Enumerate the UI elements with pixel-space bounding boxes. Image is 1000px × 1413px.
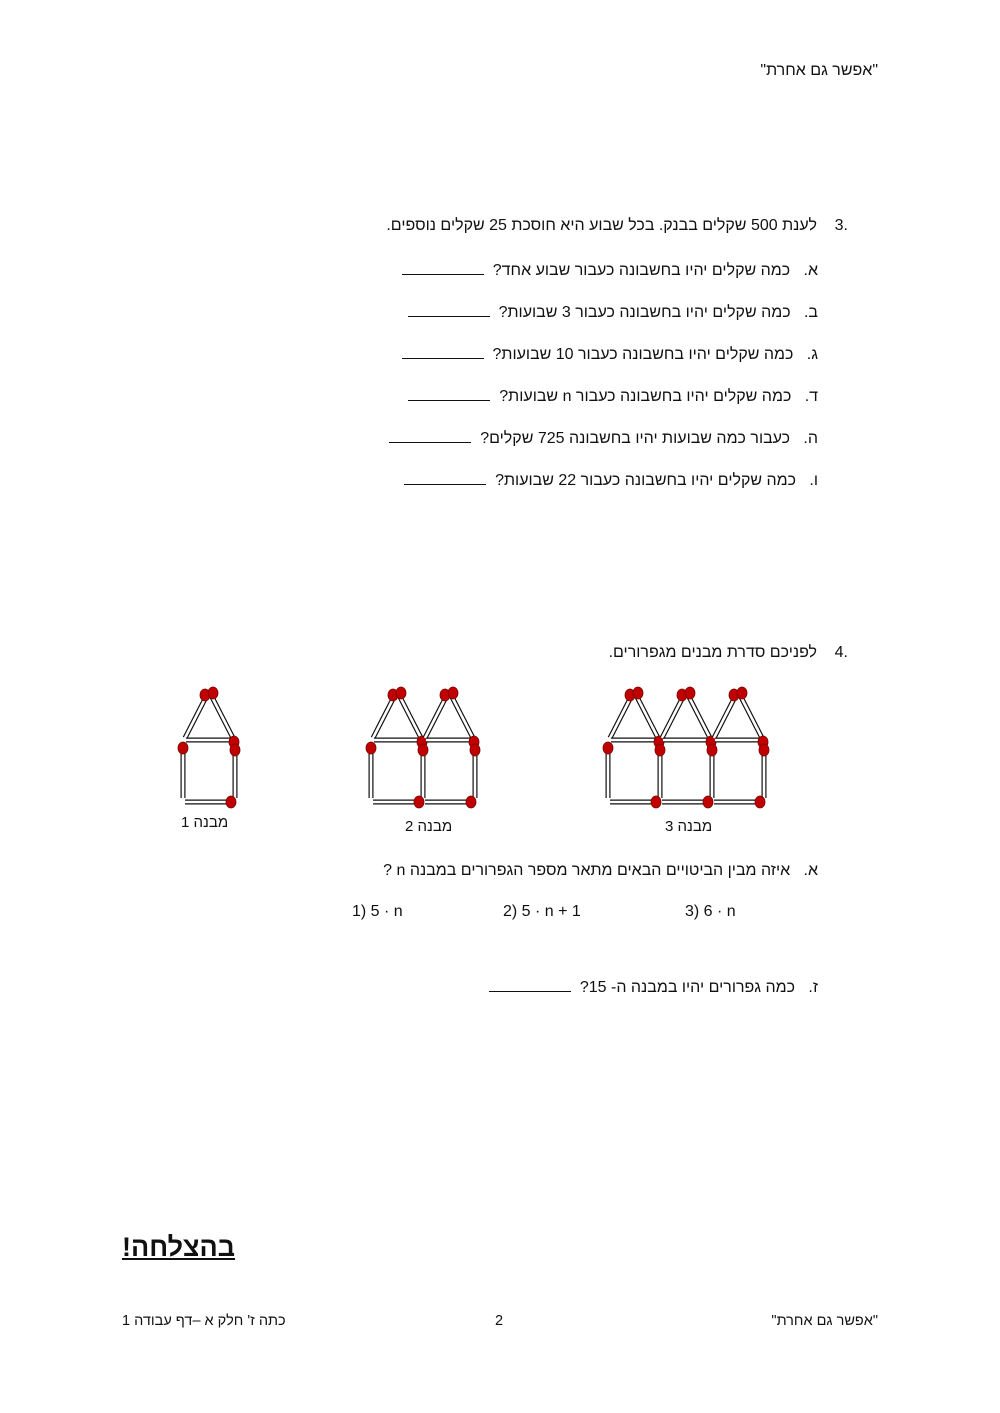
- match-head: [707, 744, 717, 756]
- match-head: [755, 796, 765, 808]
- answer-blank[interactable]: [489, 977, 571, 992]
- match-head: [685, 687, 695, 699]
- match-head: [633, 687, 643, 699]
- item-text: כמה שקלים יהיו בחשבונה כעבור n שבועות?: [499, 388, 792, 405]
- matchstick-body: [610, 695, 632, 738]
- item-letter: ג.: [806, 346, 818, 363]
- q3-item-c: [402, 344, 818, 364]
- matchstick-body: [211, 695, 233, 738]
- item-letter: ו.: [809, 472, 818, 489]
- footer-right: "אפשר גם אחרת": [771, 1313, 878, 1329]
- q3-item-a: [402, 260, 818, 280]
- structure-caption-2: מבנה 2: [405, 818, 453, 835]
- match-structure-1: [175, 685, 245, 810]
- match-head: [651, 796, 661, 808]
- match-structure-3: [600, 685, 780, 810]
- structure-caption-1: מבנה 1: [181, 814, 229, 831]
- option-1[interactable]: 1) 5 · n: [352, 903, 403, 920]
- item-letter: ב.: [803, 304, 818, 321]
- match-head: [208, 687, 218, 699]
- q4-number: 4.: [834, 644, 848, 661]
- item-letter: א.: [803, 262, 818, 279]
- match-head: [226, 796, 236, 808]
- match-head: [703, 796, 713, 808]
- match-structure-2: [363, 685, 488, 810]
- item-text: כמה גפרורים יהיו במבנה ה- 15?: [579, 979, 796, 996]
- answer-blank[interactable]: [402, 344, 484, 359]
- q3-text: לענת 500 שקלים בבנק. בכל שבוע היא חוסכת 25 שקלים נוספים.: [386, 217, 817, 234]
- q3-item-e: [389, 428, 818, 448]
- matchstick-body: [740, 695, 762, 738]
- match-head: [737, 687, 747, 699]
- q4-text: לפניכם סדרת מבנים מגפרורים.: [608, 644, 817, 661]
- match-head: [603, 742, 613, 754]
- match-head: [418, 744, 428, 756]
- match-head: [448, 687, 458, 699]
- item-text: כעבור כמה שבועות יהיו בחשבונה 725 שקלים?: [480, 430, 791, 447]
- match-head: [655, 744, 665, 756]
- q3-item-d: [408, 386, 818, 406]
- item-text: כמה שקלים יהיו בחשבונה כעבור 3 שבועות?: [498, 304, 791, 321]
- item-text: כמה שקלים יהיו בחשבונה כעבור 10 שבועות?: [492, 346, 794, 363]
- answer-blank[interactable]: [404, 470, 486, 485]
- item-text: כמה שקלים יהיו בחשבונה כעבור 22 שבועות?: [495, 472, 797, 489]
- match-head: [466, 796, 476, 808]
- match-head: [414, 796, 424, 808]
- match-head: [230, 744, 240, 756]
- item-letter: א.: [803, 862, 818, 879]
- item-text: כמה שקלים יהיו בחשבונה כעבור שבוע אחד?: [492, 262, 791, 279]
- answer-blank[interactable]: [408, 386, 490, 401]
- page-number: 2: [495, 1313, 504, 1329]
- q3-item-f: [404, 470, 818, 490]
- matchstick-body: [185, 695, 207, 738]
- option-3[interactable]: 3) 6 · n: [685, 903, 736, 920]
- item-letter: ה.: [803, 430, 818, 447]
- match-head: [759, 744, 769, 756]
- match-head: [366, 742, 376, 754]
- answer-blank[interactable]: [389, 428, 471, 443]
- matchstick-body: [688, 695, 710, 738]
- matchstick-body: [373, 695, 395, 738]
- match-head: [470, 744, 480, 756]
- item-text: איזה מבין הביטויים הבאים מתאר מספר הגפרורים במבנה n ?: [383, 862, 791, 879]
- header-title: "אפשר גם אחרת": [760, 62, 878, 79]
- matchstick-body: [399, 695, 421, 738]
- structure-caption-3: מבנה 3: [665, 818, 713, 835]
- matchstick-body: [636, 695, 658, 738]
- q3-item-b: [408, 302, 818, 322]
- q3-number: 3.: [834, 217, 848, 234]
- answer-blank[interactable]: [402, 260, 484, 275]
- match-head: [178, 742, 188, 754]
- matchstick-body: [425, 695, 447, 738]
- answer-blank[interactable]: [408, 302, 490, 317]
- option-2[interactable]: 2) 5 · n + 1: [503, 903, 581, 920]
- q4-item-z: [489, 977, 818, 997]
- success-message: בהצלחה!: [122, 1232, 236, 1262]
- footer-left: כתה ז' חלק א –דף עבודה 1: [122, 1313, 286, 1329]
- matchstick-body: [451, 695, 473, 738]
- item-letter: ז.: [808, 979, 818, 996]
- q4-item-a: [383, 862, 818, 880]
- matchstick-body: [714, 695, 736, 738]
- match-head: [396, 687, 406, 699]
- matchstick-body: [662, 695, 684, 738]
- item-letter: ד.: [804, 388, 818, 405]
